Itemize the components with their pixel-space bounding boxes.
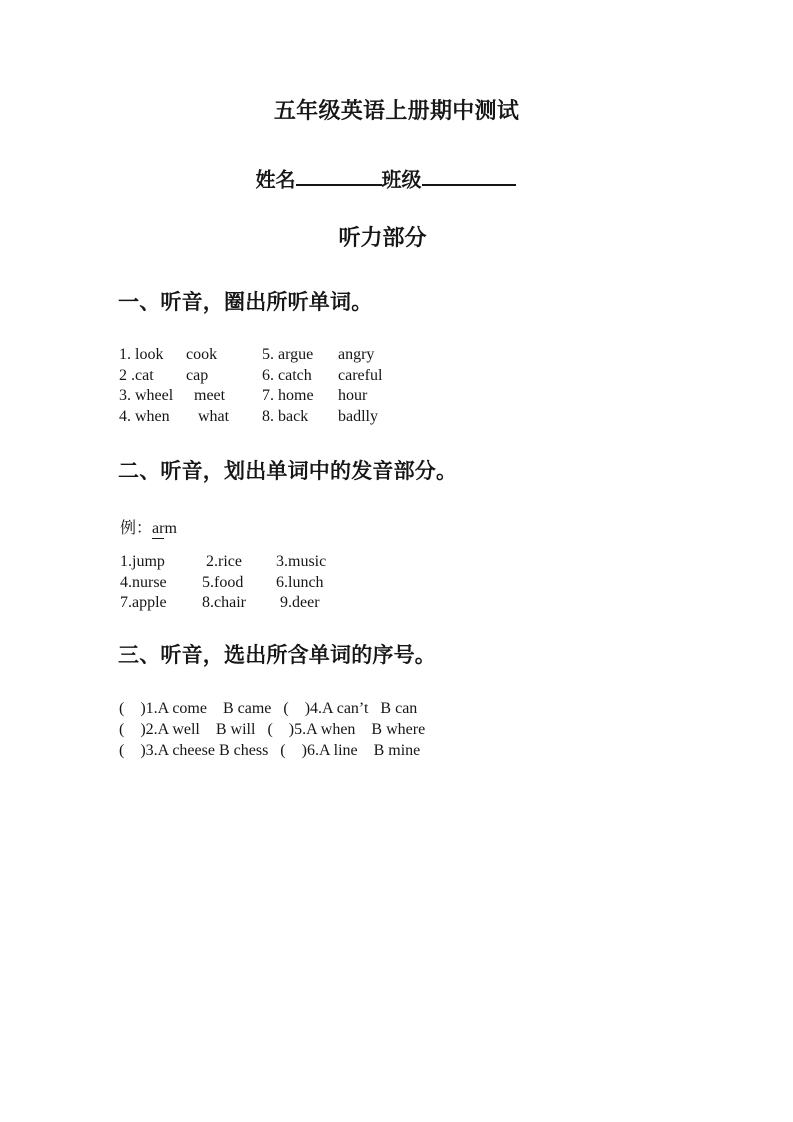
word-cell: 7.apple bbox=[120, 594, 167, 611]
word-cell: cook bbox=[186, 346, 218, 363]
word-cell: angry bbox=[338, 346, 375, 363]
section-2-word-list bbox=[120, 552, 326, 614]
word-cell: 3. wheel bbox=[119, 387, 174, 404]
word-cell: 3.music bbox=[276, 553, 327, 570]
word-cell: 6. catch bbox=[262, 366, 312, 384]
class-label: 班级 bbox=[381, 169, 422, 192]
section-1-word-list bbox=[119, 345, 382, 427]
section-2-heading: 二、听音，划出单词中的发音部分。 bbox=[118, 460, 458, 483]
word-cell: 2 .cat bbox=[119, 366, 154, 384]
word-cell: 4. when bbox=[119, 407, 170, 425]
word-cell: 6.lunch bbox=[276, 573, 324, 591]
example-label: 例： bbox=[120, 520, 153, 537]
option-line: ( )1.A come B came ( )4.A can’t B can bbox=[119, 700, 418, 717]
word-cell: 4.nurse bbox=[120, 573, 167, 591]
section-1-heading: 一、听音，圈出所听单词。 bbox=[118, 291, 373, 314]
word-row bbox=[120, 552, 326, 573]
word-cell: meet bbox=[186, 387, 226, 404]
class-blank-field bbox=[422, 164, 516, 186]
example-rest-letters: m bbox=[164, 520, 177, 537]
word-cell: hour bbox=[338, 387, 368, 404]
word-cell: 1. look bbox=[119, 346, 164, 363]
word-cell: 8. back bbox=[262, 407, 309, 425]
word-row bbox=[119, 407, 382, 428]
word-cell: cap bbox=[186, 366, 209, 384]
section-3-option-list bbox=[119, 698, 425, 761]
name-label: 姓名 bbox=[255, 169, 296, 192]
word-row bbox=[119, 345, 382, 366]
word-cell: 9.deer bbox=[276, 594, 320, 611]
section-3-heading: 三、听音，选出所含单词的序号。 bbox=[118, 644, 436, 667]
option-line: ( )2.A well B will ( )5.A when B where bbox=[119, 721, 426, 738]
word-row bbox=[119, 386, 382, 407]
word-cell: 2.rice bbox=[202, 553, 242, 570]
page-title: 五年级英语上册期中测试 bbox=[273, 98, 520, 123]
word-cell: 1.jump bbox=[120, 553, 165, 570]
example-underlined-letters: ar bbox=[152, 520, 165, 537]
option-line: ( )3.A cheese B chess ( )6.A line B mine bbox=[119, 742, 421, 759]
word-row bbox=[120, 593, 326, 614]
word-cell: 5. argue bbox=[262, 346, 314, 363]
name-class-line bbox=[0, 164, 782, 194]
word-cell: careful bbox=[338, 366, 383, 384]
word-cell: what bbox=[186, 407, 230, 425]
name-blank-field bbox=[296, 164, 382, 186]
word-cell: badlly bbox=[338, 407, 378, 425]
listening-part-title: 听力部分 bbox=[338, 225, 427, 250]
word-cell: 7. home bbox=[262, 387, 314, 404]
example-line bbox=[120, 519, 177, 540]
word-row bbox=[119, 366, 382, 387]
word-row bbox=[120, 573, 326, 594]
word-cell: 5.food bbox=[202, 573, 244, 591]
word-cell: 8.chair bbox=[202, 594, 246, 611]
